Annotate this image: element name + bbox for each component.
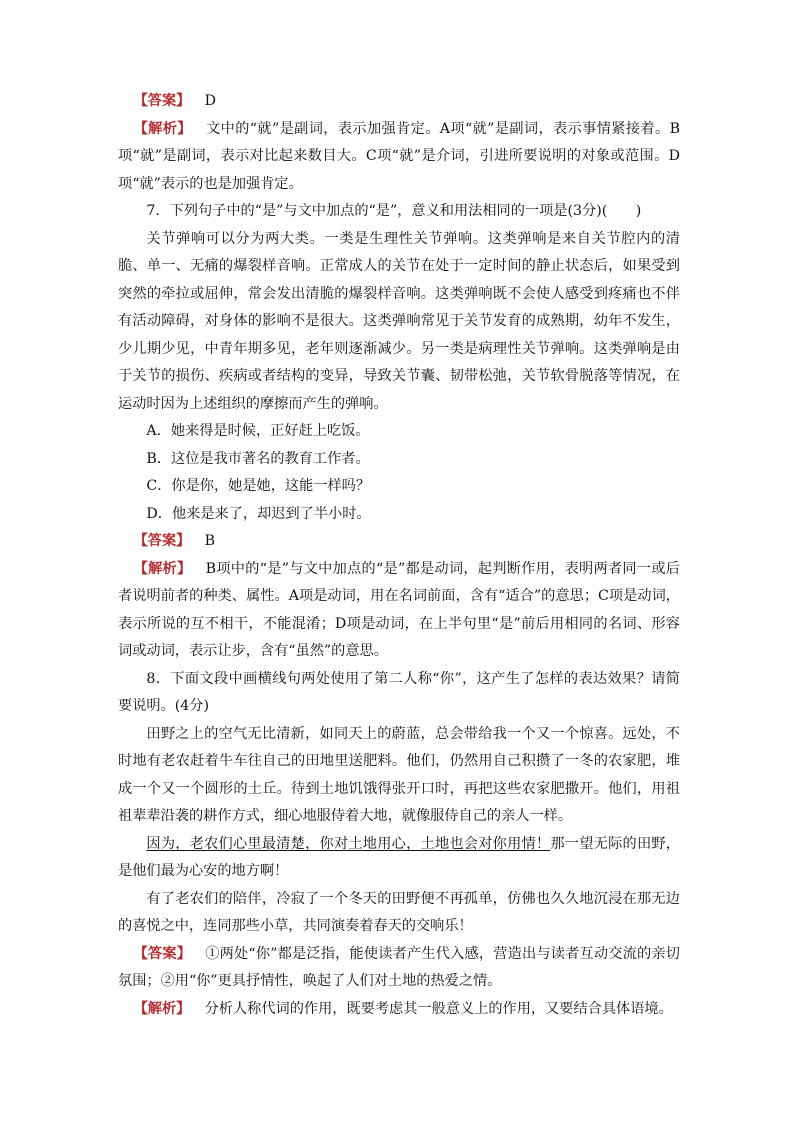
analysis-text: 分析人称代词的作用，既要考虑其一般意义上的作用，又要结合具体语境。: [204, 1000, 673, 1017]
question-8-passage-2: [118, 831, 680, 886]
option-d: D．他来是来了，却迟到了半小时。: [146, 505, 371, 522]
answer-label: 【答案】: [133, 93, 191, 109]
analysis-label: 【解析】: [133, 1000, 191, 1017]
question-7-passage: 关节弹响可以分为两大类。一类是生理性关节弹响。这类弹响是来自关节腔内的清脆、单一、无痛的爆裂样音响。正常成人的关节在处于一定时间的静止状态后，如果受到突然的牵拉或屈伸，常会发出清脆的爆裂样音响。这类弹响既不会使人感受到疼痛也不伴有活动障碍，对身体的影响不是很大。这类弹响常见于关节发育的成熟期，幼年不发生，少儿期少见，中青年期多见，老年则逐渐减少。另一类是病理性关节弹响。这类弹响是由于关节的损伤、疾病或者结构的变异，导致关节囊、韧带松弛，关节软骨脱落等情况，在运动时因为上述组织的摩擦而产生的弹响。: [118, 230, 680, 412]
answer-value: D: [204, 93, 216, 109]
answer-block-8: [118, 941, 680, 996]
analysis-block-8: [118, 996, 680, 1024]
option-b: B．这位是我市著名的教育工作者。: [146, 450, 370, 467]
question-8-passage-3: 有了老农们的陪伴，冷寂了一个冬天的田野便不再孤单，仿佛也久久地沉浸在那无边的喜悦之中，连同那些小草，共同演奏着春天的交响乐！: [118, 890, 680, 934]
analysis-block-7: [118, 556, 680, 666]
analysis-label: 【解析】: [133, 120, 192, 137]
analysis-label: 【解析】: [133, 560, 192, 577]
analysis-block-6: [118, 116, 680, 199]
answer-block-7: [118, 528, 680, 556]
answer-value: B: [204, 533, 215, 549]
question-8-passage-1: 田野之上的空气无比清新，如同天上的蔚蓝，总会带给我一个又一个惊喜。远处，不时地有老农赶着牛车往自己的田地里送肥料。他们，仍然用自己积攒了一冬的农家肥，堆成一个又一个圆形的土丘。待到土地饥饿得张开口时，再把这些农家肥撒开。他们，用祖祖辈辈沿袭的耕作方式，细心地服侍着大地，就像服侍自己的亲人一样。: [118, 725, 680, 824]
answer-label: 【答案】: [133, 945, 192, 962]
option-a: A．她来得是时候，正好赶上吃饭。: [146, 423, 370, 439]
option-c: C．你是你，她是她，这能一样吗？: [146, 478, 371, 494]
answer-text: ①两处“你”都是泛指，能使读者产生代入感，营造出与读者互动交流的亲切氛围；②用“你”更具抒情性，唤起了人们对土地的热爱之情。: [118, 945, 680, 989]
question-7-stem: 7．下列句子中的“是”与文中加点的“是”，意义和用法相同的一项是(3分)( ): [146, 203, 642, 219]
answer-label: 【答案】: [133, 533, 191, 549]
question-8-stem: 8．下面文段中画横线句两处使用了第二人称“你”，这产生了怎样的表达效果？请简要说明。(4分): [118, 670, 680, 714]
analysis-text: 文中的“就”是副词，表示加强肯定。A项“就”是副词，表示事情紧接着。B项“就”是副词，表示对比起来数目大。C项“就”是介词，引进所要说明的对象或范围。D项“就”表示的也是加强肯定。: [118, 120, 680, 192]
document-page: [118, 88, 680, 1023]
underlined-sentence: 因为，老农们心里最清楚，你对土地用心，土地也会对你用情！: [146, 835, 551, 852]
answer-block-6: [118, 88, 680, 116]
passage-2-rest: 那一望无际的田野，是他们最为心安的地方啊！: [118, 835, 680, 879]
analysis-text: B项中的“是”与文中加点的“是”都是动词，起判断作用，表明两者同一或后者说明前者的种类、属性。A项是动词，用在名词前面，含有“适合”的意思；C项是动词，表示所说的互不相干，不能混淆；D项是动词，在上半句里“是”前后用相同的名词、形容词或动词，表示让步，含有“虽然”的意思。: [118, 560, 680, 659]
